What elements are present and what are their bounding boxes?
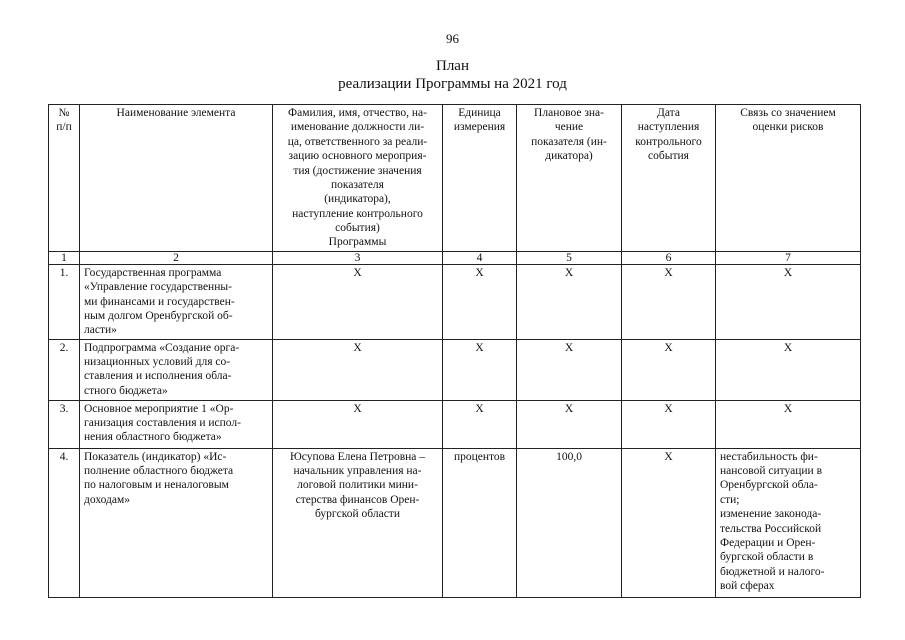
row-unit: X (443, 264, 517, 339)
row-planned-value: X (517, 264, 622, 339)
table-row (49, 448, 861, 597)
row-responsible: Юсупова Елена Петровна – начальник управления на- логовой политики мини- стерства финансов Орен- бургской области (273, 448, 443, 597)
row-unit: процентов (443, 448, 517, 597)
row-responsible: X (273, 339, 443, 400)
row-element-name: Подпрограмма «Создание орга- низационных условий для со- ставления и исполнения обла- стного бюджета» (80, 339, 273, 400)
row-unit: X (443, 339, 517, 400)
document-title: План (435, 58, 469, 74)
col-header-num: № п/п (49, 105, 80, 252)
row-element-name: Основное мероприятие 1 «Ор- ганизация составления и испол- нения областного бюджета» (80, 400, 273, 448)
table-row (49, 339, 861, 400)
row-responsible: X (273, 400, 443, 448)
col-header-element-name: Наименование элемента (80, 105, 273, 252)
col-number: 2 (80, 251, 273, 264)
row-risk: нестабильность фи- нансовой ситуации в Оренбургской обла- сти; изменение законода- тельства Российской Федерации и Орен- бургской области в бюджетной и налого- вой сферах (716, 448, 861, 597)
col-number: 3 (273, 251, 443, 264)
row-event-date: X (622, 264, 716, 339)
col-header-responsible: Фамилия, имя, отчество, на- именование должности ли- ца, ответственного за реали- зацию основного мероприя- тия (достижение значения показателя (индикатора), наступление контрольного события) Программы (273, 105, 443, 252)
column-number-row (49, 251, 861, 264)
col-header-risk: Связь со значением оценки рисков (716, 105, 861, 252)
plan-table (48, 104, 861, 598)
row-planned-value: 100,0 (517, 448, 622, 597)
col-number: 6 (622, 251, 716, 264)
row-responsible: X (273, 264, 443, 339)
row-element-name: Показатель (индикатор) «Ис- полнение областного бюджета по налоговым и неналоговым доходам» (80, 448, 273, 597)
col-number: 7 (716, 251, 861, 264)
col-number: 1 (49, 251, 80, 264)
row-unit: X (443, 400, 517, 448)
table-row (49, 264, 861, 339)
row-risk: X (716, 339, 861, 400)
row-planned-value: X (517, 339, 622, 400)
table-row (49, 400, 861, 448)
col-header-planned-value: Плановое зна- чение показателя (ин- дикатора) (517, 105, 622, 252)
col-number: 5 (517, 251, 622, 264)
row-event-date: X (622, 448, 716, 597)
row-event-date: X (622, 400, 716, 448)
row-number: 3. (49, 400, 80, 448)
row-number: 2. (49, 339, 80, 400)
row-risk: X (716, 264, 861, 339)
page-number: 96 (446, 31, 459, 46)
row-element-name: Государственная программа «Управление государственны- ми финансами и государствен- ным долгом Оренбургской об- ласти» (80, 264, 273, 339)
document-subtitle: реализации Программы на 2021 год (338, 76, 567, 92)
header-row (49, 105, 861, 252)
row-number: 1. (49, 264, 80, 339)
col-number: 4 (443, 251, 517, 264)
col-header-unit: Единица измерения (443, 105, 517, 252)
col-header-event-date: Дата наступления контрольного события (622, 105, 716, 252)
row-risk: X (716, 400, 861, 448)
row-planned-value: X (517, 400, 622, 448)
row-number: 4. (49, 448, 80, 597)
row-event-date: X (622, 339, 716, 400)
